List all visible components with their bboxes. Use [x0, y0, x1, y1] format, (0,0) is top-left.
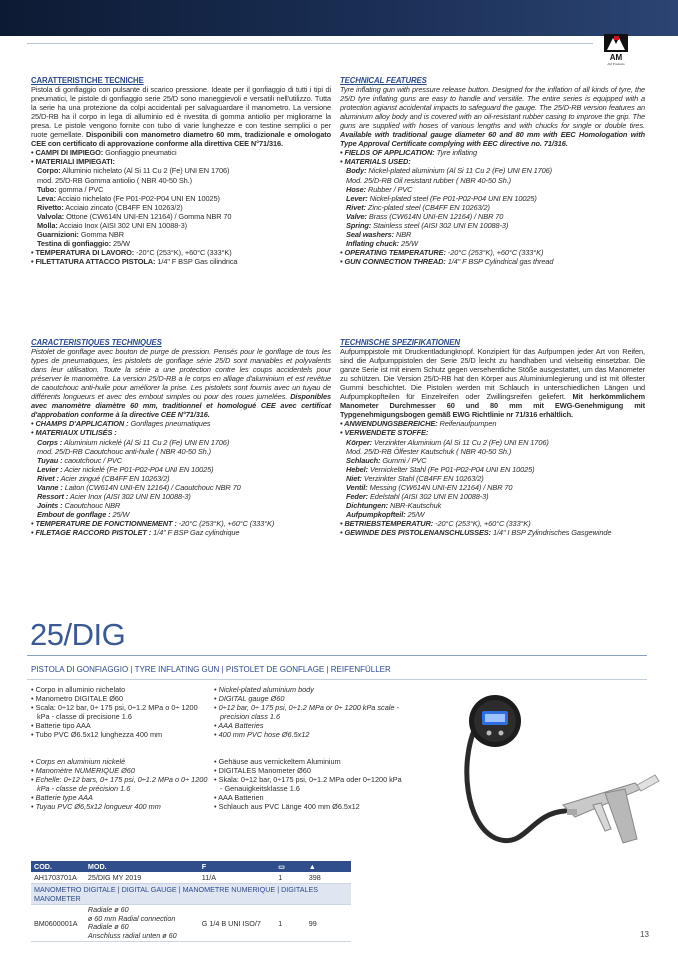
col-model-header: MOD.	[85, 861, 199, 872]
table-row: AH1703701A 25/DIG MY 2019 11/A 1 398	[31, 872, 351, 884]
tyre-inflating-gun-image	[455, 693, 665, 883]
col-box-header	[275, 861, 305, 872]
english-materials-label: • MATERIALS USED:	[340, 157, 411, 167]
italian-bold: Disponibili con manometro diametro 60 mm, tradizionale e omologato CEE con certificato di approvazione conforme alla direttiva CEE N°71/316.	[31, 130, 331, 149]
french-materials-list: Corps : Aluminium nickelé (Al Si 11 Cu 2 (Fe) UNI EN 1706) mod. 25/D-RB Caoutchouc anti-huile ( NBR 40-50 Sh.) Tuyau : caoutchouc / PVC Levier : Acier nickelé (Fe P01-P02-P04 UNI EN 10025) Rivet : Acier zingué (CB4FF EN 10263/2) Vanne : Laiton (CW614N UNI-EN 12164) / Caoutchouc NBR 70 Ressort : Acier Inox (AISI 302 UNI EN 10088-3) Joints : Caoutchouc NBR Embout de gonflage : 25/W	[37, 437, 241, 519]
product-rule	[27, 655, 647, 656]
box-icon: ▭	[278, 862, 286, 871]
col-code-header: COD.	[31, 861, 85, 872]
table-header-row	[31, 861, 351, 872]
french-body: Pistolet de gonflage avec bouton de purge de pression. Pensés pour le gonflage de tous les types de pneumatiques, les pistolets de gonflage série 25/D sont maniables et polyvalents dans leur utilisation. Toute la série a une protection contre les coups accidentels pour préserver le manomètre. La version 25/D-RB a le corps en alliage d'aluminium et est revêtue de caoutchouc anti-huile pour améliorer la prise. Les pistolets sont fournis avec un tuyau de différents longueurs et avec des embout simples ou pour des roues jumelées.	[31, 347, 331, 402]
italian-thread-value: 1/4" F BSP Gas cilindrica	[157, 256, 238, 266]
german-body: Aufpumppistole mit Druckentladungknopf. Konzipiert für das Aufpumpen jeder Art von Reifen, sind die Aufpumppistolen der Serie 25/D leicht zu handhaben und vielseitig einsetzbar. Die ganze Serie ist mit einem Schutz gegen versehentliche Stöße ausgestattet, um das Manometer zu schützen. Die Version 25/D-RB hat den Körper aus Aluminiumlegierung und ist mit ölfester Gummi beschichtet. Die Pistolen werden mit Schlauch in unterschiedlichen Längen und Aufpumpkopfteilen für Einzelreifen oder Zwillingsreifen geliefert.	[340, 347, 645, 402]
page-number: 13	[640, 930, 649, 939]
english-body: Tyre inflating gun with pressure release button. Designed for the inflation of all kinds of tyre, the 25/D tyre inflating guns are easy to handle and versitile. The entire series is equipped with a protection agianst accidental impacts to safeguard the gauge. The 25/D-RB version features an aluminium alloy body and is covered with an oil-resistant rubber casing to improve the grip. The guns are supplied with hoses of various lengths and with chucks for single or double tires.	[340, 85, 645, 131]
brand-logo	[600, 32, 636, 66]
english-specs	[340, 76, 645, 266]
french-temp-label: • TEMPERATURE DE FONCTIONNEMENT :	[31, 518, 177, 528]
english-materials-list: Body: Nickel-plated aluminium (Al Si 11 Cu 2 (Fe) UNI EN 1706) Mod. 25/D-RB Oil resistant rubber ( NBR 40-50 Sh.) Hose: Rubber / PVC Lever: Nickel-plated steel (Fe P01-P02-P04 UNI EN 10025) Rivet: Zinc-plated steel (CB4FF EN 10263/2) Valve: Brass (CW614N UNI-EN 12164) / NBR 70 Spring: Stainless steel (AISI 302 UNI EN 10088-3) Seal washers: NBR Inflating chuck: 25/W	[346, 166, 553, 248]
english-title: TECHNICAL FEATURES	[340, 76, 427, 85]
german-campi-value: Reifenaufpumpen	[439, 419, 497, 429]
french-campi-label: • CHAMPS D'APPLICATION :	[31, 419, 129, 429]
french-bold: Disponibles avec manomètre diamètre 60 mm, traditionnel et homologué CEE avec certificat d'approbation conforme à la directive CEE N°71/316.	[31, 392, 331, 420]
col-thread-header: F	[199, 861, 276, 872]
french-thread-label: • FILETAGE RACCORD PISTOLET :	[31, 527, 152, 537]
french-thread-value: 1/4" F BSP Gaz cylindrique	[153, 527, 240, 537]
french-title: CARACTERISTIQUES TECHNIQUES	[31, 338, 162, 347]
english-temp-value: -20°C (253°K), +60°C (333°K)	[447, 247, 544, 257]
german-bold: Mit herkömmlichem Manometer Durchmesser 60 und 80 mm mit EWG-Genehmigung mit Typgenehmigungsbogen gemäß EWG Richtlinie nr 71/316 erhältlich.	[340, 392, 645, 420]
table-row: BM0600001A Radiale ø 60 ø 60 mm Radial connection Radiale ø 60 Anschluss radial unten ø 60 G 1/4 B UNI ISO/7 1 99	[31, 905, 351, 942]
italian-body: Pistola di gonfiaggio con pulsante di scarico pressione. Ideate per il gonfiaggio di tutti i tipi di pneumatici, le pistole di gonfiaggio serie 25/D sono maneggievoli e versatili nell'utilizzo. Tutta la serie ha una protezione da colpi accidentali per salvaguardare il manometro. La versione 25/D-RB ha il corpo in lega di alluminio ed è rivestita di gomma antiolio per migliorarne la presa. Le pistole vengono fornite con tubo di varie lunghezze e con testine semplici o per ruote gemellate.	[31, 85, 331, 140]
italian-temp-label: • TEMPERATURA DI LAVORO:	[31, 247, 135, 257]
english-temp-label: • OPERATING TEMPERATURE:	[340, 247, 446, 257]
german-temp-label: • BETRIEBSTEMPERATUR:	[340, 518, 434, 528]
italian-temp-value: -20°C (253°K), +60°C (333°K)	[136, 247, 232, 257]
italian-campi-label: • CAMPI DI IMPIEGO:	[31, 148, 104, 158]
weight-icon: ▲	[308, 862, 316, 871]
header-bar	[0, 0, 678, 36]
french-temp-value: -20°C (253°K), +60°C (333°K)	[178, 518, 275, 528]
italian-thread-label: • FILETTATURA ATTACCO PISTOLA:	[31, 256, 156, 266]
italian-title: CARATTERISTICHE TECNICHE	[31, 76, 144, 85]
french-campi-value: Gonflages pneumatiques	[130, 419, 211, 429]
col-weight-header	[306, 861, 351, 872]
features-italian: • Corpo in alluminio nichelato • Manometro DIGITALE Ø60 • Scala: 0÷12 bar, 0÷ 175 psi, 0÷1.2 MPa o 0÷ 1200 kPa - classe di precisione 1.6 • Batterie tipo AAA • Tubo PVC Ø6.5x12 lunghezza 400 mm	[31, 685, 198, 739]
features-english: • Nickel-plated aluminium body • DIGITAL gauge Ø60 • 0÷12 bar, 0÷ 175 psi, 0÷1.2 MPa or 0÷ 1200 kPa scale - precision class 1.6 • AAA Batteries • 400 mm PVC hose Ø6.5x12	[214, 685, 399, 739]
german-materials-label: • VERWENDETE STOFFE:	[340, 428, 429, 438]
german-materials-list: Körper: Verzinkter Aluminium (Al Si 11 Cu 2 (Fe) UNI EN 1706) Mod. 25/D-RB Ölfester Kautschuk ( NBR 40-50 Sh.) Schlauch: Gummi / PVC Hebel: Vernickelter Stahl (Fe P01-P02-P04 UNI EN 10025) Niet: Verzinkter Stahl (CB4FF EN 10263/2) Ventil: Messing (CW614N UNI-EN 12164) / NBR 70 Feder: Edelstahl (AISI 302 UNI EN 10088-3) Dichtungen: NBR-Kautschuk Aufpumpkopfteil: 25/W	[346, 437, 549, 519]
german-campi-label: • ANWENDUNGSBEREICHE:	[340, 419, 438, 429]
english-campi-value: Tyre inflating	[436, 148, 477, 158]
spec-table	[31, 861, 351, 942]
english-thread-label: • GUN CONNECTION THREAD:	[340, 256, 446, 266]
italian-materials-list: Corpo: Alluminio nichelato (Al Si 11 Cu 2 (Fe) UNI EN 1706) mod. 25/D-RB Gomma antiolio ( NBR 40-50 Sh.) Tubo: gomma / PVC Leva: Acciaio nichelato (Fe P01-P02-P04 UNI EN 10025) Rivetto: Acciaio zincato (CB4FF EN 10263/2) Valvola: Ottone (CW614N UNI-EN 12164) / Gomma NBR 70 Molla: Acciaio Inox (AISI 302 UNI EN 10088-3) Guarnizioni: Gomma NBR Testina di gonfiaggio: 25/W	[37, 166, 232, 248]
english-thread-value: 1/4" F BSP Cylindrical gas thread	[447, 256, 554, 266]
french-specs	[31, 338, 331, 537]
english-bold: Available with traditional gauge diameter 60 and 80 mm with EEC Homologation with Type Approval Certificate complying with EEC directive no. 71/316.	[340, 130, 645, 149]
german-thread-value: 1/4" I BSP Zylindrisches Gasgewinde	[492, 527, 612, 537]
product-title: 25/DIG	[30, 617, 126, 652]
german-specs	[340, 338, 645, 537]
english-campi-label: • FIELDS OF APPLICATION:	[340, 148, 435, 158]
table-band-row: MANOMETRO DIGITALE | DIGITAL GAUGE | MANOMETRE NUMERIQUE | DIGITALES MANOMETER	[31, 884, 351, 905]
product-rule-2	[27, 679, 647, 680]
svg-text:AM: AM	[609, 53, 623, 62]
italian-materials-label: • MATERIALI IMPIEGATI:	[31, 157, 115, 167]
french-materials-label: • MATERIAUX UTILISÉS :	[31, 428, 117, 438]
header-divider	[27, 43, 593, 44]
features-german: • Gehäuse aus vernickeltem Aluminium • DIGITALES Manometer Ø60 • Skala: 0÷12 bar, 0÷175 psi, 0÷1.2 MPa oder 0÷1200 kPa - Genauigkeitsklasse 1.6 • AAA Batterien • Schlauch aus PVC Länge 400 mm Ø6.5x12	[214, 757, 402, 811]
italian-campi-value: Gonfiaggio pneumatici	[105, 148, 177, 158]
svg-text:AM Products: AM Products	[607, 62, 625, 66]
product-subtitle: PISTOLA DI GONFIAGGIO | TYRE INFLATING GUN | PISTOLET DE GONFLAGE | REIFENFÜLLER	[31, 665, 391, 674]
features-french: • Corps en aluminium nickelé • Manomètre NUMERIQUE Ø60 • Echelle: 0÷12 bars, 0÷ 175 psi, 0÷1.2 MPa o 0÷ 1200 kPa - classe de précision 1.6 • Batterie type AAA • Tuyau PVC Ø6,5x12 longueur 400 mm	[31, 757, 208, 811]
german-temp-value: -20°C (253°K), +60°C (333°K)	[435, 518, 531, 528]
german-title: TECHNISCHE SPEZIFIKATIONEN	[340, 338, 460, 347]
german-thread-label: • GEWINDE DES PISTOLENANSCHLUSSES:	[340, 527, 491, 537]
italian-specs	[31, 76, 331, 266]
